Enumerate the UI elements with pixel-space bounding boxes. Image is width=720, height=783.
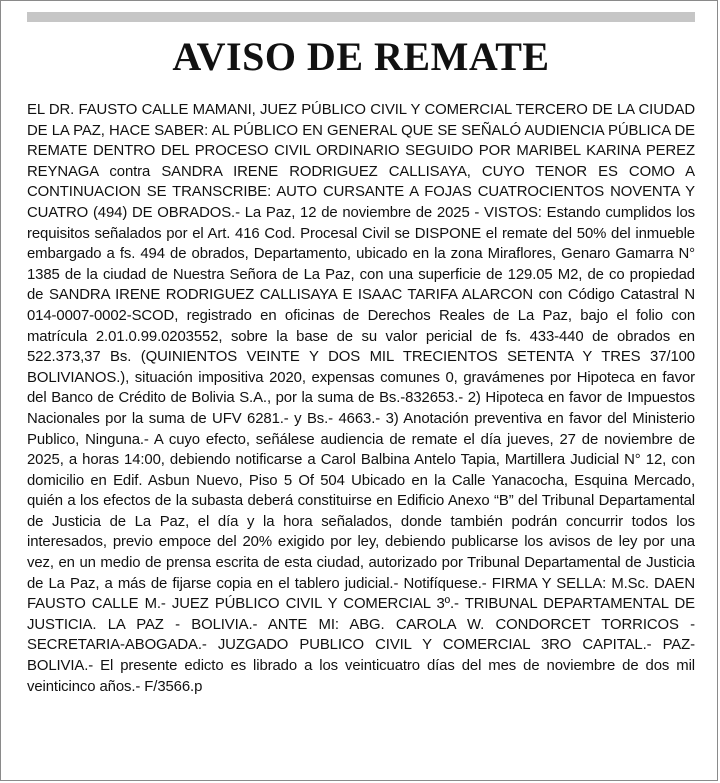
notice-body: EL DR. FAUSTO CALLE MAMANI, JUEZ PÚBLICO CIVIL Y COMERCIAL TERCERO DE LA CIUDAD DE LA PAZ, HACE SABER: AL PÚBLICO EN GENERAL QUE SE SEÑALÓ AUDIENCIA PÚBLICA DE REMATE DENTRO DEL PROCESO CIVIL ORDINARIO SEGUIDO POR MARIBEL KARINA PEREZ REYNAGA contra SANDRA IRENE RODRIGUEZ CALLISAYA, CUYO TENOR ES COMO A CONTINUACION SE TRANSCRIBE: AUTO CURSANTE A FOJAS CUATROCIENTOS NOVENTA Y CUATRO (494) DE OBRADOS.- La Paz, 12 de noviembre de 2025 - VISTOS: Estando cumplidos los requisitos señalados por el Art. 416 Cod. Procesal Civil se DISPONE el remate del 50% del inmueble embargado a fs. 494 de obrados, Departamento, ubicado en la zona Miraflores, Genaro Gamarra N° 1385 de la ciudad de Nuestra Señora de La Paz, con una superficie de 129.05 M2, de co propiedad de SANDRA IRENE RODRIGUEZ CALLISAYA E ISAAC TARIFA ALARCON con Código Catastral N 014-0007-0002-SCOD, registrado en oficinas de Derechos Reales de La Paz, bajo el folio con matrícula 2.01.0.99.0203552, sobre la base de su valor pericial de fs. 433-440 de obrados en 522.373,37 Bs. (QUINIENTOS VEINTE Y DOS MIL TRECIENTOS SETENTA Y TRES 37/100 BOLIVIANOS.), situación impositiva 2020, expensas comunes 0, gravámenes por Hipoteca en favor del Banco de Crédito de Bolivia S.A., por la suma de Bs.-832653.- 2) Hipoteca en favor de Impuestos Nacionales por la suma de UFV 6281.- y Bs.- 4663.- 3) Anotación preventiva en favor del Ministerio Publico, Ninguna.- A cuyo efecto, señálese audiencia de remate el día jueves, 27 de noviembre de 2025, a horas 14:00, debiendo notificarse a Carol Balbina Antelo Tapia, Martillera Judicial N° 12, con domicilio en Edif. Asbun Nuevo, Piso 5 Of 504 Ubicado en la Calle Yanacocha, Esquina Mercado, quién a los efectos de la subasta deberá constituirse en Edificio Anexo “B” del Tribunal Departamental de Justicia de La Paz, el día y la hora señalados, donde también podrán concurrir todos los interesados, previo empoce del 20% exigido por ley, debiendo publicarse los avisos de ley por una vez, en un medio de prensa escrita de esta ciudad, autorizado por Tribunal Departamental de Justicia de La Paz, a más de fijarse copia en el tablero judicial.- Notifíquese.- FIRMA Y SELLA: M.Sc. DAEN FAUSTO CALLE M.- JUEZ PÚBLICO CIVIL Y COMERCIAL 3º.- TRIBUNAL DEPARTAMENTAL DE JUSTICIA. LA PAZ - BOLIVIA.- ANTE MI: ABG. CAROLA W. CONDORCET TORRICOS - SECRETARIA-ABOGADA.- JUZGADO PUBLICO CIVIL Y COMERCIAL 3RO CAPITAL.- PAZ-BOLIVIA.- El presente edicto es librado a los veinticuatro días del mes de noviembre de dos mil veinticinco años.- F/3566.p [27,102,695,695]
header-rule [27,12,695,22]
notice-title: AVISO DE REMATE [172,34,550,79]
